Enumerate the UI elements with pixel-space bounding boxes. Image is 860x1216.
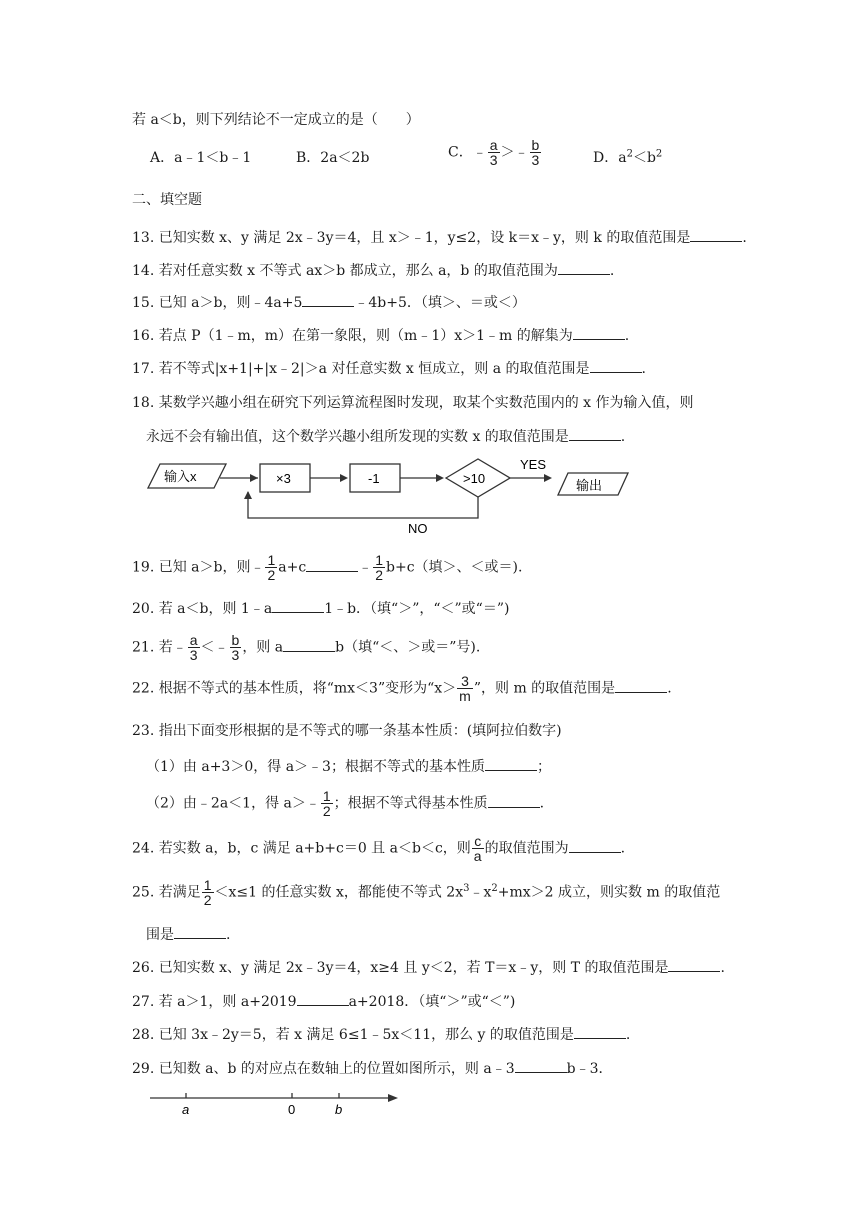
question-29: 29. 已知数 a、b 的对应点在数轴上的位置如图所示，则 a﹣3 b﹣3． [132,1058,613,1079]
fraction: $\frac{1}{2}$ [267,552,276,583]
q12-option-c: C．﹣ $\frac{a}{3}$ ＞﹣ $\frac{b}{3}$ [448,137,540,168]
answer-blank [272,598,324,613]
question-23-part-2: （2）由﹣2a＜1，得 a＞﹣ $\frac{1}{2}$ ；根据不等式得基本性质 . [146,788,545,819]
question-18-line2: 永远不会有输出值，这个数学兴趣小组所发现的实数 x 的取值范围是 . [146,426,625,447]
fraction: $\frac{1}{2}$ [203,877,212,908]
fraction: $\frac{c}{a}$ [473,833,482,864]
fraction: $\frac{b}{3}$ [231,632,240,663]
answer-blank [515,1058,567,1073]
answer-blank [558,260,610,275]
answer-blank [485,756,537,771]
answer-blank [302,292,354,307]
answer-blank [306,557,358,572]
question-26: 26. 已知实数 x、y 满足 2x﹣3y＝4，x≥4 且 y＜2，若 T＝x﹣y，则 T 的取值范围是 . [132,957,725,978]
flow-condition-label: >10 [463,471,486,486]
fraction: $\frac{1}{2}$ [375,552,383,583]
question-18-line1: 18. 某数学兴趣小组在研究下列运算流程图时发现，取某个实数范围内的 x 作为输入值，则 [132,395,694,411]
label-b: b [335,1102,343,1117]
flow-times3-label: ×3 [276,471,291,486]
flow-yes-label: YES [520,457,547,472]
answer-blank [690,227,742,242]
flow-output-label: 输出 [576,478,603,493]
fraction: $\frac{1}{2}$ [322,788,331,819]
label-a: a [182,1102,190,1117]
answer-blank [574,1024,626,1039]
question-27: 27. 若 a＞1，则 a+2019 a+2018．（填“＞”或“＜”) [132,991,515,1012]
answer-blank [297,991,349,1006]
flow-minus1-label: -1 [368,471,380,486]
question-20: 20. 若 a＜b，则 1﹣a 1﹣b．（填“＞”，“＜”或“＝”) [132,598,509,619]
answer-blank [573,325,625,340]
q12-option-b: B．2a＜2b [296,150,370,166]
question-25-line1: 25. 若满足 $\frac{1}{2}$ ＜x≤1 的任意实数 x，都能使不等式 $2x^3﹣x^2+mx>2$ 成立，则实数 m 的取值范 [132,877,721,908]
answer-blank [590,358,642,373]
question-23: 23. 指出下面变形根据的是不等式的哪一条基本性质：(填阿拉伯数字) [132,723,562,739]
question-23-part-1: （1）由 a+3＞0，得 a＞﹣3；根据不等式的基本性质 ； [146,756,551,777]
fraction: $\frac{a}{3}$ [189,632,198,663]
section-fill-in-title: 二、填空题 [132,192,202,208]
question-15: 15. 已知 a＞b，则﹣4a+5 ﹣4b+5．（填＞、＝或＜） [132,292,526,313]
flow-input-label: 输入x [164,469,197,484]
answer-blank [668,957,720,972]
answer-blank [174,924,226,939]
question-13: 13. 已知实数 x、y 满足 2x﹣3y＝4，且 x＞﹣1，y≤2，设 k＝x﹣y，则 k 的取值范围是 . [132,227,747,248]
q12-option-d: D．$a^2<b^2$ [593,148,663,166]
label-zero: 0 [288,1102,296,1117]
answer-blank [615,678,667,693]
question-12-stem: 若 a＜b，则下列结论不一定成立的是（ ） [132,112,420,128]
fraction: $\frac{a}{3}$ [489,137,498,168]
question-21: 21. 若﹣ $\frac{a}{3}$ ＜﹣ $\frac{b}{3}$ ，则 a b（填“＜、＞或＝”号). [132,632,481,663]
answer-blank [488,793,540,808]
q12-option-a: A．a﹣1＜b﹣1 [150,150,252,166]
answer-blank [569,838,621,853]
answer-blank [283,637,335,652]
question-16: 16. 若点 P（1﹣m，m）在第一象限，则（m﹣1）x＞1﹣m 的解集为 . [132,325,629,346]
question-22: 22. 根据不等式的基本性质，将“mx＜3”变形为“x＞ $\frac{3}{m}$ ”，则 m 的取值范围是 . [132,673,672,704]
flowchart [146,455,636,535]
question-17: 17. 若不等式|x+1|+|x﹣2|＞a 对任意实数 x 恒成立，则 a 的取值范围是 . [132,358,646,379]
answer-blank [569,426,621,441]
fraction: $\frac{3}{m}$ [459,673,471,704]
number-line [146,1088,406,1122]
question-28: 28. 已知 3x﹣2y＝5，若 x 满足 6≤1﹣5x＜11，那么 y 的取值范围是 . [132,1024,630,1045]
question-25-line2: 围是 . [146,924,230,945]
question-14: 14. 若对任意实数 x 不等式 ax＞b 都成立，那么 a，b 的取值范围为 . [132,260,614,281]
question-19: 19. 已知 a＞b，则﹣ $\frac{1}{2}$ a+c ﹣ $\frac{1}{2}$ b+c（填＞、＜或＝). [132,552,523,583]
flow-no-label: NO [408,521,428,535]
fraction: $\frac{b}{3}$ [531,137,540,168]
question-24: 24. 若实数 a，b，c 满足 a+b+c＝0 且 a＜b＜c，则 $\frac{c}{a}$ 的取值范围为 . [132,833,626,864]
